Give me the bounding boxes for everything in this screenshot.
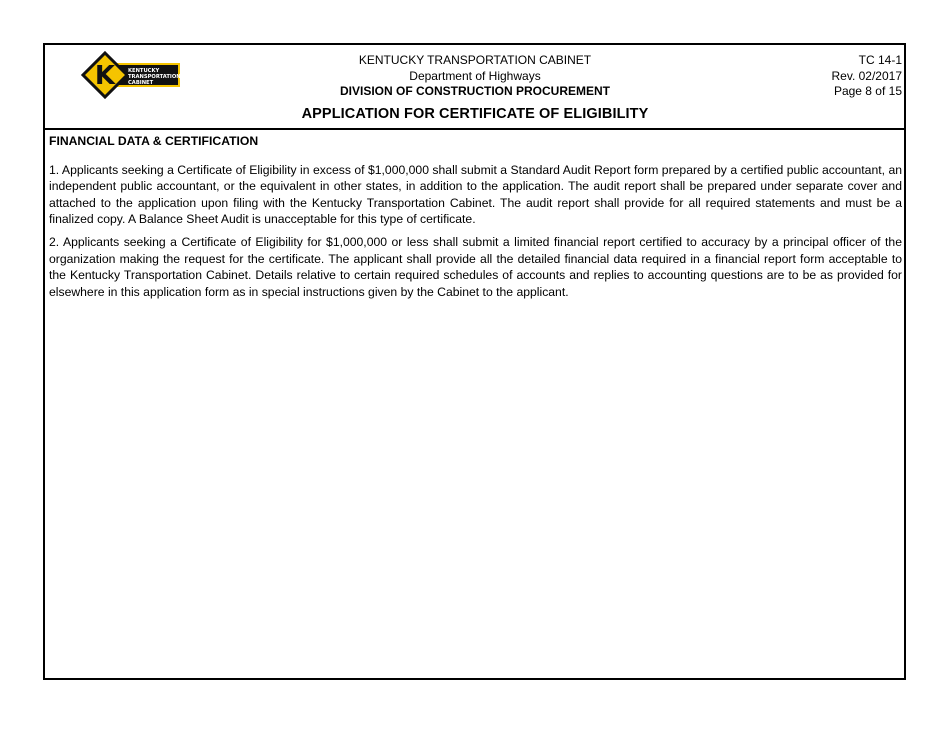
logo-line-2: TRANSPORTATION <box>128 74 181 80</box>
page-number: Page 8 of 15 <box>833 84 902 98</box>
division-name: DIVISION OF CONSTRUCTION PROCUREMENT <box>339 84 610 98</box>
agency-name: KENTUCKY TRANSPORTATION CABINET <box>358 53 592 67</box>
header-divider <box>45 128 904 130</box>
form-number: TC 14-1 <box>858 53 902 67</box>
page-title: APPLICATION FOR CERTIFICATE OF ELIGIBILITY <box>301 106 649 122</box>
section-heading: FINANCIAL DATA & CERTIFICATION <box>49 134 259 148</box>
paragraph-1: 1. Applicants seeking a Certificate of Eligibility in excess of $1,000,000 shall submit a Standard Audit Report form prepared by a certified public accountant, an independent public accountant, or the equivalent in other states, in addition to the application. The audit report shall be prepared under separate cover and attached to the application upon filing with the Kentucky Transportation Cabinet. The audit report shall provide for all required statements and must be a finalized copy. A Balance Sheet Audit is unacceptable for this type of certificate. <box>49 162 902 227</box>
form-header <box>45 45 904 129</box>
department-name: Department of Highways <box>409 68 541 83</box>
form-revision: Rev. 02/2017 <box>831 68 902 83</box>
paragraph-2: 2. Applicants seeking a Certificate of Eligibility for $1,000,000 or less shall submit a limited financial report certified to accuracy by a principal officer of the organization making the request for the certificate. The applicant shall provide all the detailed financial data required in a financial report form acceptable to the Kentucky Transportation Cabinet. Details relative to certain required schedules of accounts and replies to accounting questions are to be as provided for elsewhere in this application form as in special instructions given by the Cabinet to the applicant. <box>49 234 902 299</box>
logo-line-3: CABINET <box>128 80 154 86</box>
agency-block <box>245 53 705 100</box>
financial-section <box>49 133 902 306</box>
form-info-block <box>832 53 903 100</box>
logo-letter: K <box>94 61 116 91</box>
logo-line-1: KENTUCKY <box>128 68 160 74</box>
form-page <box>43 43 906 680</box>
ktc-logo <box>81 51 185 99</box>
